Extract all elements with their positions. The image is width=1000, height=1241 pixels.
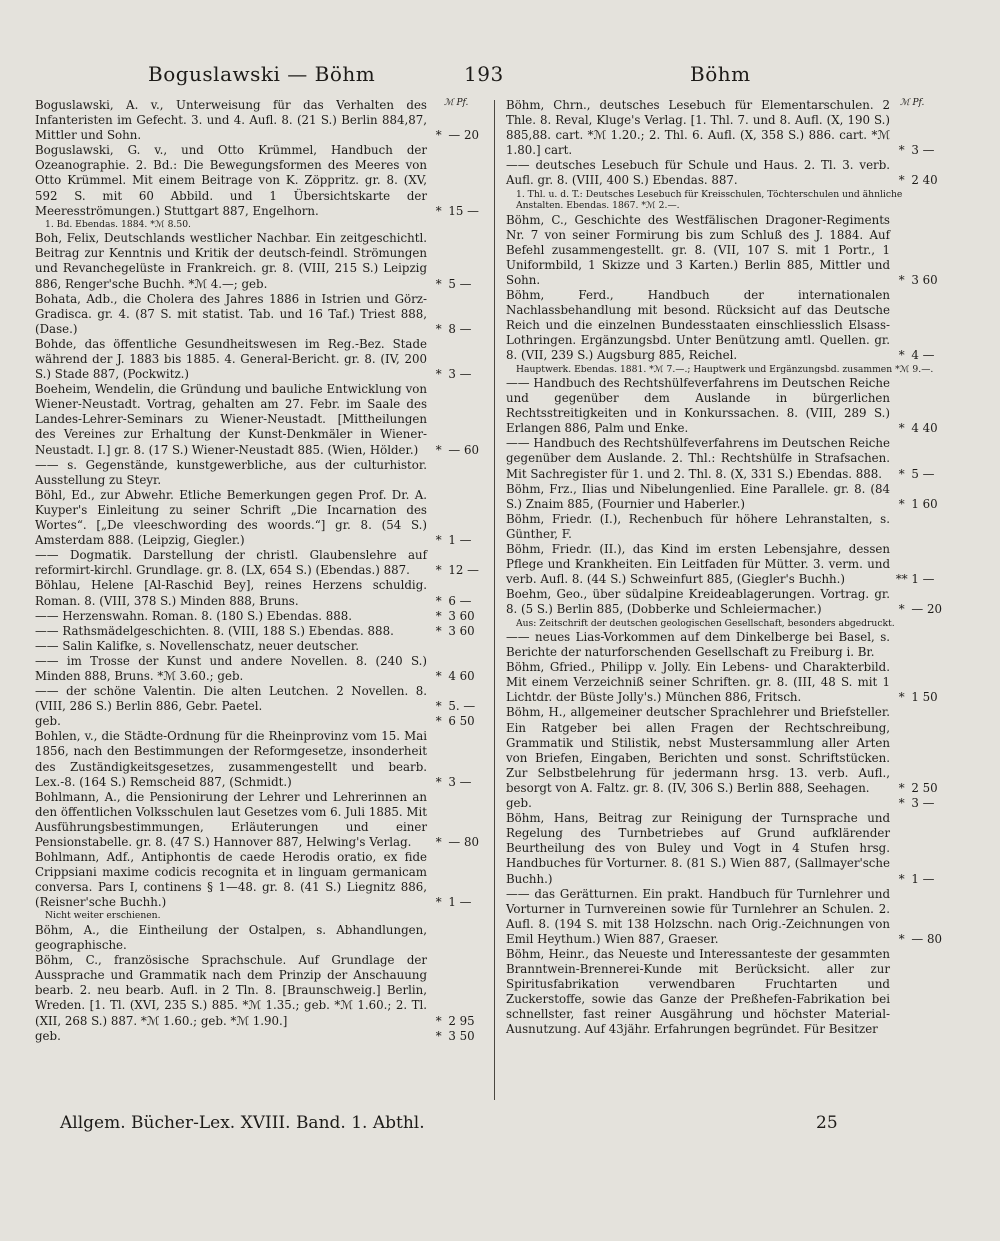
entry-price — [894, 572, 950, 587]
bibliography-entry — [35, 548, 487, 578]
entry-text: Boguslawski, A. v., Unterweisung für das Verhalten des Infanteristen im Gefecht. 3. und 4. Aufl. 8. (21 S.) Berlin 884,87, Mittler und Sohn. — [35, 98, 427, 143]
bibliography-entry — [506, 660, 950, 705]
entry-text: —— Herzenswahn. Roman. 8. (180 S.) Ebendas. 888. — [35, 608, 353, 623]
entry-text: —— neues Lias-Vorkommen auf dem Dinkelberge bei Basel, s. Berichte der naturforschenden Gesellschaft zu Freiburg i. Br. — [506, 630, 890, 660]
price-amount: 1 — — [448, 533, 472, 548]
bibliography-entry — [35, 923, 487, 953]
bibliography-entry — [35, 98, 487, 143]
price-amount: — 80 — [911, 931, 942, 946]
price-mark: * — [435, 128, 442, 143]
entry-price — [431, 204, 487, 219]
bibliography-entry — [506, 811, 950, 886]
price-mark: * — [435, 203, 442, 218]
price-mark: * — [435, 668, 442, 683]
bibliography-entry — [35, 654, 487, 684]
entry-price — [431, 1014, 487, 1029]
entry-text: Bohde, das öffentliche Gesundheitswesen im Reg.-Bez. Stade während der J. 1883 bis 1885. 4. General-Bericht. gr. 8. (IV, 200 S.) Stade 887, (Pockwitz.) — [35, 336, 427, 382]
bibliography-entry — [506, 288, 950, 363]
entry-price — [431, 367, 487, 382]
entry-text: Böhm, Friedr. (I.), Rechenbuch für höhere Lehranstalten, s. Günther, F. — [506, 511, 890, 541]
bibliography-entry — [35, 488, 487, 548]
bibliography-entry — [35, 624, 487, 639]
bibliography-entry — [506, 630, 950, 660]
price-amount: 3 — — [911, 143, 935, 158]
price-amount: 3 50 — [448, 1028, 475, 1043]
price-amount: 5 — — [448, 276, 472, 291]
bibliography-entry — [506, 796, 950, 811]
entry-text: Bohlmann, Adf., Antiphontis de caede Herodis oratio, ex fide Crippsiani maxime codicis recognita et in linguam germanicam conversa. Pars I, continens § 1—48. gr. 8. (41 S.) Liegnitz 886, (Reisner'sche Buchh.) — [35, 850, 427, 910]
price-amount: 1 50 — [911, 690, 938, 705]
price-mark: * — [898, 690, 905, 705]
price-amount: 1 60 — [911, 496, 938, 511]
entry-price — [431, 443, 487, 458]
entry-price — [431, 533, 487, 548]
price-amount: 1 — — [448, 895, 472, 910]
entry-text: Böhl, Ed., zur Abwehr. Etliche Bemerkungen gegen Prof. Dr. A. Kuyper's Einleitung zu seiner Schrift „Die Incarnation des Wortes“. [„De vleeschwording des woords.“] gr. 8. (54 S.) Amsterdam 888. (Leipzig, Giegler.) — [35, 487, 427, 548]
price-amount: 4 60 — [448, 668, 475, 683]
entry-text: Boh, Felix, Deutschlands westlicher Nachbar. Ein zeitgeschichtl. Beitrag zur Kenntnis und Kritik der deutsch-feindl. Strömungen und Revanchegelüste in Frankreich. gr. 8. (VIII, 215 S.) Leipzig 886, Renger'sche Buchh. *ℳ 4.—; geb. — [35, 231, 427, 291]
bibliography-entry — [506, 98, 950, 158]
entry-text: Bohlen, v., die Städte-Ordnung für die Rheinprovinz vom 15. Mai 1856, nach den Bestimmungen der Reformgesetze, insonderheit des Zuständigkeitsgesetzes, zusammengestellt und bearb. Lex.-8. (164 S.) Remscheid 887, (Schmidt.) — [35, 729, 427, 789]
price-mark: * — [435, 563, 442, 578]
entry-text: Bohata, Adb., die Cholera des Jahres 1886 in Istrien und Görz-Gradisca. gr. 4. (87 S. mit statist. Tab. und 16 Taf.) Triest 888, (Dase.) — [35, 291, 427, 336]
bibliography-entry — [35, 639, 487, 654]
price-amount: 6 50 — [448, 714, 475, 729]
entry-price — [431, 835, 487, 850]
bibliography-entry — [35, 231, 487, 291]
price-mark: * — [435, 608, 442, 623]
price-mark: * — [898, 780, 905, 795]
price-mark: * — [898, 173, 905, 188]
price-mark: * — [435, 593, 442, 608]
entry-price — [894, 467, 950, 482]
entry-note: 1. Thl. u. d. T.: Deutsches Lesebuch für Kreisschulen, Töchterschulen und ähnliche Anstalten. Ebendas. 1867. *ℳ 2.—. — [516, 188, 903, 212]
right-column — [506, 98, 950, 1098]
entry-text: Böhm, Gfried., Philipp v. Jolly. Ein Lebens- und Charakterbild. Mit einem Verzeichniß seiner Schriften. gr. 8. (III, 48 S. mit 1 Lichtdr. der Büste Jolly's.) München 886, Fritsch. — [506, 660, 890, 705]
price-mark: * — [435, 1028, 442, 1043]
entry-text: Böhm, A., die Eintheilung der Ostalpen, s. Abhandlungen, geographische. — [35, 922, 427, 953]
bibliography-entry — [506, 542, 950, 587]
entry-text: Böhm, Ferd., Handbuch der internationalen Nachlassbehandlung mit besond. Rücksicht auf das Deutsche Reich und die einzelnen Bundesstaaten einschliesslich Elsass-Lothringen. Ergänzungsbd. Unter Benützung amtl. Quellen. gr. 8. (VII, 239 S.) Augsburg 885, Reichel. — [506, 288, 890, 363]
entry-text: —— Salin Kalifke, s. Novellenschatz, neuer deutscher. — [35, 638, 359, 653]
entry-text: —— Rathsmädelgeschichten. 8. (VIII, 188 S.) Ebendas. 888. — [35, 623, 394, 638]
entry-price — [894, 143, 950, 158]
entry-text: —— s. Gegenstände, kunstgewerbliche, aus der culturhistor. Ausstellung zu Steyr. — [35, 457, 427, 487]
entry-price — [431, 1029, 487, 1044]
entry-price — [894, 872, 950, 887]
price-mark: * — [435, 895, 442, 910]
entry-text: —— der schöne Valentin. Die alten Leutchen. 2 Novellen. 8. (VIII, 286 S.) Berlin 886, Gebr. Paetel. — [35, 684, 427, 714]
bibliography-entry — [35, 609, 487, 624]
bibliography-entry — [35, 337, 487, 382]
price-amount: — 80 — [448, 835, 479, 849]
entry-price — [431, 624, 487, 639]
bibliography-entry — [506, 436, 950, 481]
entry-text: Böhm, C., französische Sprachschule. Auf Grundlage der Aussprache und Grammatik nach dem Prinzip der Anschauung bearb. 2. neu bearb. Aufl. in 2 Tln. 8. [Braunschweig.] Berlin, Wreden. [1. Tl. (XVI, 235 S.) 885. *ℳ 1.35.; geb. *ℳ 1.60.; 2. Tl. (XII, 268 S.) 887. *ℳ 1.60.; geb. *ℳ 1.90.] — [35, 953, 427, 1028]
price-amount: 2 95 — [448, 1013, 475, 1028]
column-divider — [494, 100, 495, 1100]
price-amount: 15 — — [448, 203, 479, 218]
entry-price — [894, 690, 950, 705]
entry-price — [431, 563, 487, 578]
page-number: 193 — [464, 62, 504, 86]
price-amount: 1 — — [911, 572, 935, 587]
bibliography-entry — [35, 143, 487, 218]
price-mark: * — [898, 466, 905, 481]
price-amount: 3 60 — [448, 623, 475, 638]
entry-price — [431, 322, 487, 337]
bibliography-entry — [506, 213, 950, 288]
entry-text: —— das Gerätturnen. Ein prakt. Handbuch für Turnlehrer und Vorturner in Turnvereinen sowie für Turnlehrer an Schulen. 2. Aufl. 8. (194 S. mit 138 Holzschn. nach Orig.-Zeichnungen von Emil Heythum.) Wien 887, Graeser. — [506, 886, 890, 946]
price-mark: * — [435, 774, 442, 789]
entry-price — [431, 669, 487, 684]
entry-text: Boguslawski, G. v., und Otto Krümmel, Handbuch der Ozeanographie. 2. Bd.: Die Bewegungsformen des Meeres von Otto Krümmel. Mit einem Beitrage von K. Zöppritz. gr. 8. (XV, 592 S. mit 60 Abbild. und 1 Übersichtskarte der Meeresströmungen.) Stuttgart 887, Engelhorn. — [35, 143, 427, 218]
price-mark: * — [435, 699, 442, 714]
price-amount: 3 — — [911, 796, 935, 811]
entry-price — [431, 594, 487, 609]
price-amount: 4 — — [911, 348, 935, 363]
entry-note: Hauptwerk. Ebendas. 1881. *ℳ 7.—.; Hauptwerk und Ergänzungsbd. zusammen *ℳ 9.—. — [516, 363, 934, 375]
entry-price — [894, 796, 950, 811]
price-amount: 2 50 — [911, 780, 938, 795]
price-mark: * — [435, 321, 442, 336]
price-mark: * — [898, 348, 905, 363]
price-amount: 1 — — [911, 871, 935, 886]
bibliography-entry — [506, 376, 950, 436]
price-amount: 3 60 — [448, 608, 475, 623]
entry-price — [894, 602, 950, 617]
running-head-left: Boguslawski — Böhm — [148, 62, 376, 86]
bibliography-entry — [35, 578, 487, 608]
price-mark: * — [435, 623, 442, 638]
entry-text: Böhm, Chrn., deutsches Lesebuch für Elementarschulen. 2 Thle. 8. Reval, Kluge's Verlag. [1. Thl. 7. und 8. Aufl. (X, 190 S.) 885,88. cart. *ℳ 1.20.; 2. Thl. 6. Aufl. (X, 358 S.) 886. cart. *ℳ 1.80.] cart. — [506, 98, 890, 158]
bibliography-entry — [35, 729, 487, 789]
entry-note: Nicht weiter erschienen. — [45, 910, 161, 922]
entry-text: geb. — [506, 796, 532, 811]
entry-text: Böhm, Friedr. (II.), das Kind im ersten Lebensjahre, dessen Pflege und Krankheiten. Ein Leitfaden für Mütter. 3. verm. und verb. Aufl. 8. (44 S.) Schweinfurt 885, (Giegler's Buchh.) — [506, 542, 890, 587]
bibliography-entry — [506, 947, 950, 1038]
price-amount: 3 — — [448, 774, 472, 789]
price-amount: 3 — — [448, 367, 472, 382]
entry-note: Aus: Zeitschrift der deutschen geologischen Gesellschaft, besonders abgedruckt. — [516, 617, 895, 629]
price-amount: 8 — — [448, 321, 472, 336]
bibliography-entry — [35, 684, 487, 714]
entry-price — [894, 421, 950, 436]
entry-text: —— Handbuch des Rechtshülfeverfahrens im Deutschen Reiche gegenüber dem Auslande. 2. Thl.: Rechtshülfe in Strafsachen. Mit Sachregister für 1. und 2. Thl. 8. (X, 331 S.) Ebendas. 888. — [506, 436, 890, 481]
bibliography-entry — [35, 292, 487, 337]
entry-text: Böhm, C., Geschichte des Westfälischen Dragoner-Regiments Nr. 7 von seiner Formirung bis zum Schluß des J. 1884. Auf Befehl zusammengestellt. gr. 8. (VII, 107 S. mit 1 Portr., 1 Uniformbild, 1 Skizze und 3 Karten.) Berlin 885, Mittler und Sohn. — [506, 212, 890, 287]
entry-text: Boehm, Geo., über südalpine Kreideablagerungen. Vortrag. gr. 8. (5 S.) Berlin 885, (Dobberke und Schleiermacher.) — [506, 587, 890, 617]
entry-note: 1. Bd. Ebendas. 1884. *ℳ 8.50. — [45, 218, 191, 230]
entry-price — [894, 348, 950, 363]
price-mark: * — [435, 533, 442, 548]
signature-line: Allgem. Bücher-Lex. XVIII. Band. 1. Abthl. — [60, 1113, 425, 1133]
entry-text: —— im Trosse der Kunst und andere Novellen. 8. (240 S.) Minden 888, Bruns. *ℳ 3.60.; geb. — [35, 653, 427, 683]
bibliography-entry — [35, 850, 487, 910]
entry-price — [894, 273, 950, 288]
entry-text: Böhlau, Helene [Al-Raschid Bey], reines Herzens schuldig. Roman. 8. (VIII, 378 S.) Minden 888, Bruns. — [35, 578, 427, 608]
price-mark: * — [435, 442, 442, 457]
price-mark: * — [898, 931, 905, 946]
entry-price — [431, 128, 487, 143]
entry-text: —— Dogmatik. Darstellung der christl. Glaubenslehre auf reformirt-kirchl. Grundlage. gr. 8. (LX, 654 S.) (Ebendas.) 887. — [35, 548, 427, 578]
price-amount: 12 — — [448, 563, 479, 578]
bibliography-entry — [35, 382, 487, 457]
entry-text: Böhm, Heinr., das Neueste und Interessanteste der gesammten Branntwein-Brennerei-Kunde mit Berücksicht. aller zur Spiritusfabrikation verwendbaren Fruchtarten und Zuckerstoffe, sowie das Ganze der Preßhefen-Fabrikation bei schnellster, fast reiner Ausgährung und höchster Material-Ausnutzung. Auf 43jähr. Erfahrungen begründet. Für Besitzer — [506, 946, 890, 1037]
entry-text: geb. — [35, 714, 61, 729]
left-column — [35, 98, 487, 1098]
entry-price — [894, 781, 950, 796]
price-mark: * — [435, 1013, 442, 1028]
price-amount: 2 40 — [911, 173, 938, 188]
bibliography-entry — [35, 714, 487, 729]
entry-price — [894, 173, 950, 188]
price-amount: — 60 — [448, 442, 479, 457]
bibliography-entry — [35, 790, 487, 850]
entry-price — [431, 277, 487, 292]
price-amount: 5. — — [448, 699, 476, 714]
price-unit-label-left: ℳ Pf. — [444, 98, 469, 108]
bibliography-entry — [35, 953, 487, 1028]
price-amount: 3 60 — [911, 272, 938, 287]
entry-text: Boeheim, Wendelin, die Gründung und bauliche Entwicklung von Wiener-Neustadt. Vortrag, gehalten am 27. Febr. im Saale des Landes-Lehrer-Seminars zu Wiener-Neustadt. [Mittheilungen des Vereines zur Erhaltung der Kunst-Denkmäler in Wiener-Neustadt. I.] gr. 8. (17 S.) Wiener-Neustadt 885. (Wien, Hölder.) — [35, 382, 427, 457]
price-mark: * — [898, 871, 905, 886]
entry-price — [431, 775, 487, 790]
bibliography-entry — [506, 158, 950, 188]
price-mark: ** — [895, 572, 908, 587]
entry-price — [894, 497, 950, 512]
price-mark: * — [898, 796, 905, 811]
entry-text: —— Handbuch des Rechtshülfeverfahrens im Deutschen Reiche und gegenüber dem Auslande in bürgerlichen Rechtsstreitigkeiten und in Konkurssachen. 8. (VIII, 289 S.) Erlangen 886, Palm und Enke. — [506, 376, 890, 436]
bibliography-entry — [506, 482, 950, 512]
price-mark: * — [898, 602, 905, 617]
bibliography-entry — [506, 512, 950, 542]
price-mark: * — [898, 272, 905, 287]
price-amount: 4 40 — [911, 421, 938, 436]
price-mark: * — [435, 367, 442, 382]
price-mark: * — [435, 714, 442, 729]
entry-text: Böhm, Hans, Beitrag zur Reinigung der Turnsprache und Regelung des Turnbetriebes auf Grund aufklärender Beurtheilung des von Buley und Vogt in 4 Stufen hrsg. Handbuches für Vorturner. 8. (81 S.) Wien 887, (Sallmayer'sche Buchh.) — [506, 811, 890, 886]
running-head-right: Böhm — [690, 62, 751, 86]
entry-price — [894, 932, 950, 947]
bibliography-entry — [35, 458, 487, 488]
bibliography-entry — [506, 887, 950, 947]
price-amount: 5 — — [911, 466, 935, 481]
entry-text: —— deutsches Lesebuch für Schule und Haus. 2. Tl. 3. verb. Aufl. gr. 8. (VIII, 400 S.) Ebendas. 887. — [506, 158, 890, 188]
price-amount: — 20 — [911, 602, 942, 617]
entry-text: Böhm, Frz., Ilias und Nibelungenlied. Eine Parallele. gr. 8. (84 S.) Znaim 885, (Fournier und Haberler.) — [506, 481, 890, 511]
price-mark: * — [898, 496, 905, 511]
price-mark: * — [898, 143, 905, 158]
entry-price — [431, 699, 487, 714]
price-mark: * — [898, 421, 905, 436]
entry-price — [431, 714, 487, 729]
entry-text: Bohlmann, A., die Pensionirung der Lehrer und Lehrerinnen an den öffentlichen Volksschulen laut Gesetzes vom 6. Juli 1885. Mit Ausführungsbestimmungen, Erläuterungen und einer Pensionstabelle. gr. 8. (47 S.) Hannover 887, Helwing's Verlag. — [35, 789, 427, 849]
signature-number: 25 — [816, 1113, 838, 1133]
price-amount: 6 — — [448, 593, 472, 608]
bibliography-entry — [506, 587, 950, 617]
price-amount: — 20 — [448, 128, 479, 143]
entry-text: geb. — [35, 1028, 61, 1043]
entry-text: Böhm, H., allgemeiner deutscher Sprachlehrer und Briefsteller. Ein Ratgeber bei allen Fragen der Rechtschreibung, Grammatik und Stilistik, nebst Mustersammlung aller Arten von Briefen, Eingaben, Berichten und sonst. Schriftstücken. Zur Selbstbelehrung für jedermann hrsg. 13. verb. Aufl., besorgt von A. Faltz. gr. 8. (IV, 306 S.) Berlin 888, Seehagen. — [506, 705, 890, 795]
entry-price — [431, 895, 487, 910]
price-mark: * — [435, 835, 442, 849]
bibliography-entry — [506, 705, 950, 796]
bibliography-entry — [35, 1029, 487, 1044]
entry-price — [431, 609, 487, 624]
price-unit-label-right: ℳ Pf. — [900, 98, 925, 108]
price-mark: * — [435, 276, 442, 291]
